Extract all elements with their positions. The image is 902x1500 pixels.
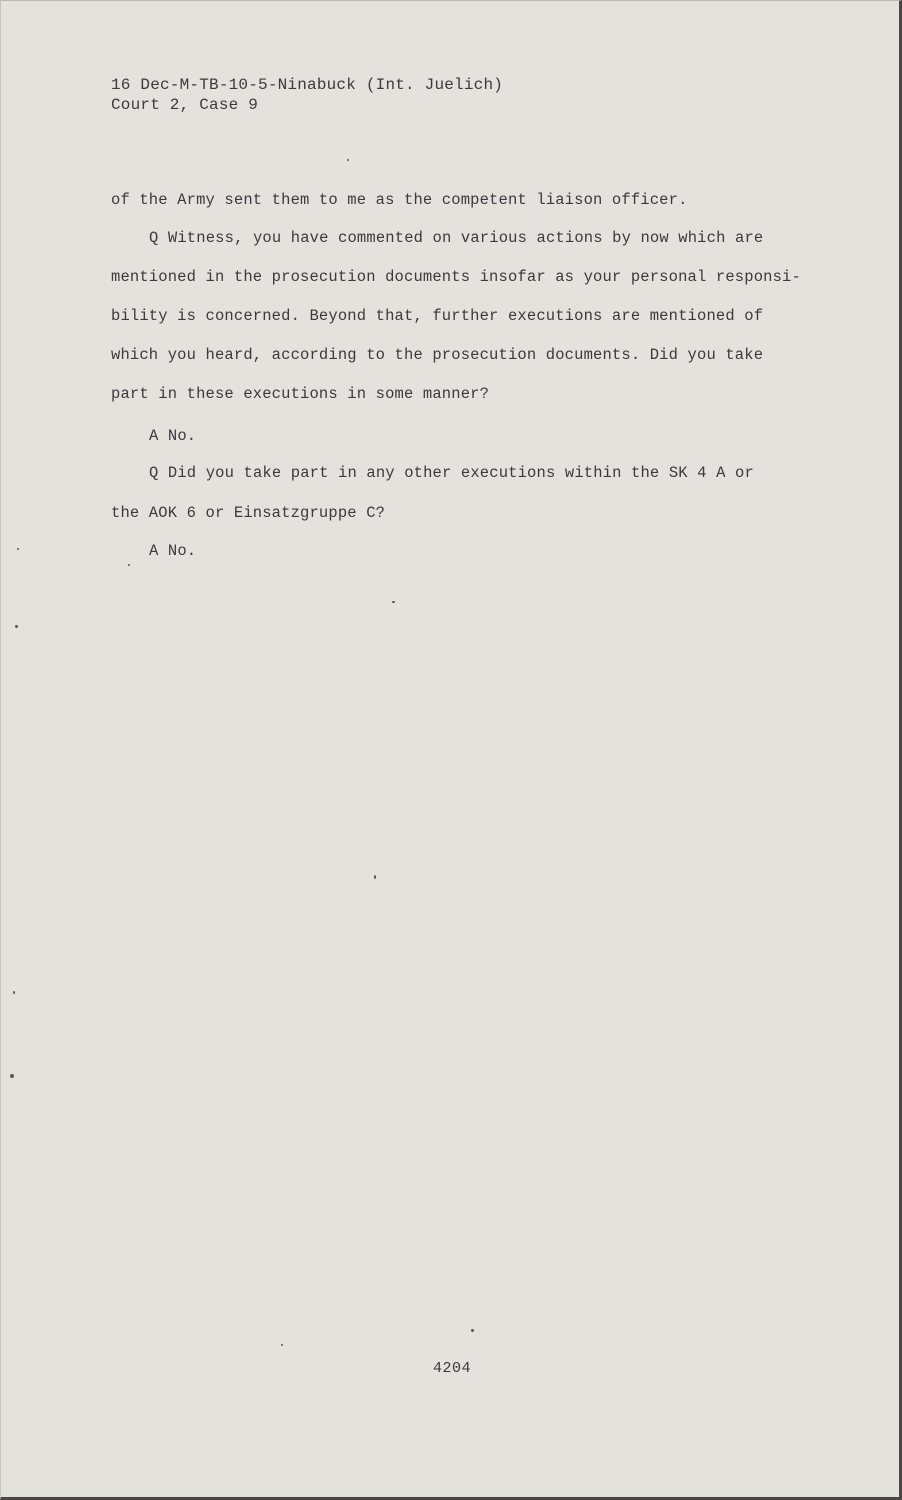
- header-reference-line: 16 Dec-M-TB-10-5-Ninabuck (Int. Juelich): [111, 76, 504, 94]
- paper-speck: [128, 564, 130, 566]
- paper-speck: [13, 991, 15, 994]
- page-number: 4204: [432, 1360, 471, 1377]
- transcript-line: bility is concerned. Beyond that, further executions are mentioned of: [111, 307, 764, 325]
- paper-speck: [281, 1344, 283, 1346]
- paper-speck: [392, 601, 395, 603]
- transcript-line: A No.: [149, 542, 197, 560]
- transcript-line: the AOK 6 or Einsatzgruppe C?: [111, 504, 386, 522]
- transcript-line: A No.: [149, 427, 197, 445]
- paper-speck: [347, 159, 349, 161]
- paper-speck: [15, 625, 18, 628]
- transcript-line: Q Witness, you have commented on various actions by now which are: [149, 229, 764, 247]
- transcript-line: Q Did you take part in any other executions within the SK 4 A or: [149, 464, 754, 482]
- document-header: [111, 75, 503, 115]
- paper-speck: [17, 548, 19, 550]
- transcript-line: mentioned in the prosecution documents insofar as your personal responsi-: [111, 268, 801, 286]
- header-court-line: Court 2, Case 9: [111, 96, 259, 114]
- transcript-line: of the Army sent them to me as the competent liaison officer.: [111, 191, 688, 209]
- transcript-line: which you heard, according to the prosecution documents. Did you take: [111, 346, 764, 364]
- paper-speck: [471, 1329, 474, 1332]
- paper-speck: [374, 875, 376, 879]
- paper-speck: [10, 1074, 14, 1078]
- transcript-line: part in these executions in some manner?: [111, 385, 490, 403]
